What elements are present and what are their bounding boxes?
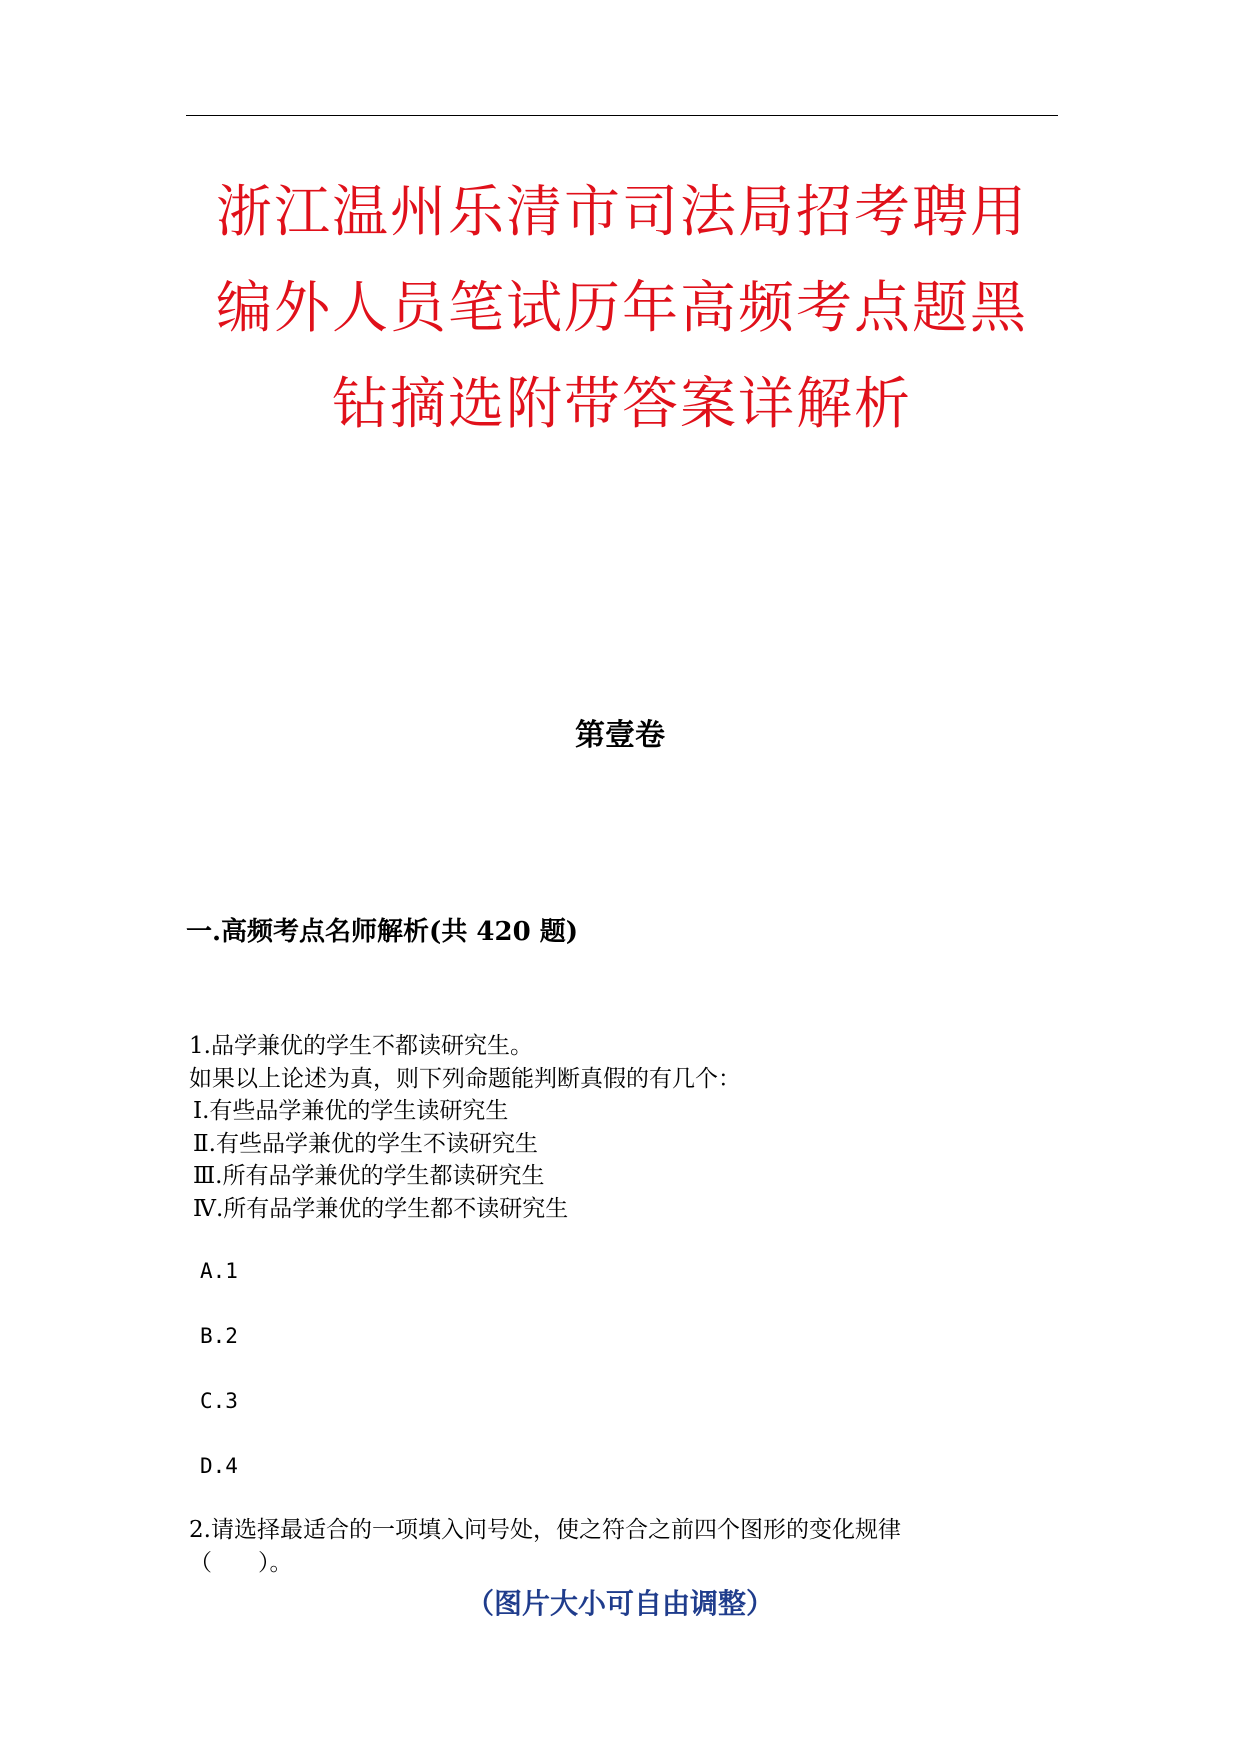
top-divider (186, 115, 1058, 116)
question-1-stem: 1.品学兼优的学生不都读研究生。 (189, 1033, 533, 1059)
option-c: C.3 (200, 1389, 238, 1413)
statement-4: Ⅳ.所有品学兼优的学生都不读研究生 (193, 1195, 569, 1222)
question-2-blank: （ ）。 (189, 1549, 293, 1576)
title-line-3: 钻摘选附带答案详解析 (332, 372, 912, 437)
title-line-2: 编外人员笔试历年高频考点题黑 (216, 276, 1028, 341)
statement-1: Ⅰ.有些品学兼优的学生读研究生 (193, 1098, 509, 1124)
statement-3: Ⅲ.所有品学兼优的学生都读研究生 (193, 1163, 545, 1189)
option-d: D.4 (200, 1454, 238, 1478)
section-heading: 一.高频考点名师解析(共 420 题) (186, 917, 579, 947)
title-line-1: 浙江温州乐清市司法局招考聘用 (216, 180, 1028, 245)
question-2-stem: 2.请选择最适合的一项填入问号处，使之符合之前四个图形的变化规律 (189, 1517, 901, 1543)
document-title (186, 165, 1058, 453)
image-size-note: （图片大小可自由调整） (465, 1587, 774, 1620)
question-1 (189, 1030, 741, 1225)
question-1-prompt: 如果以上论述为真，则下列命题能判断真假的有几个： (189, 1065, 741, 1092)
question-2 (189, 1514, 901, 1579)
option-a: A.1 (200, 1259, 238, 1283)
volume-heading: 第壹卷 (575, 718, 665, 753)
statement-2: Ⅱ.有些品学兼优的学生不读研究生 (193, 1130, 538, 1157)
option-b: B.2 (200, 1324, 238, 1348)
